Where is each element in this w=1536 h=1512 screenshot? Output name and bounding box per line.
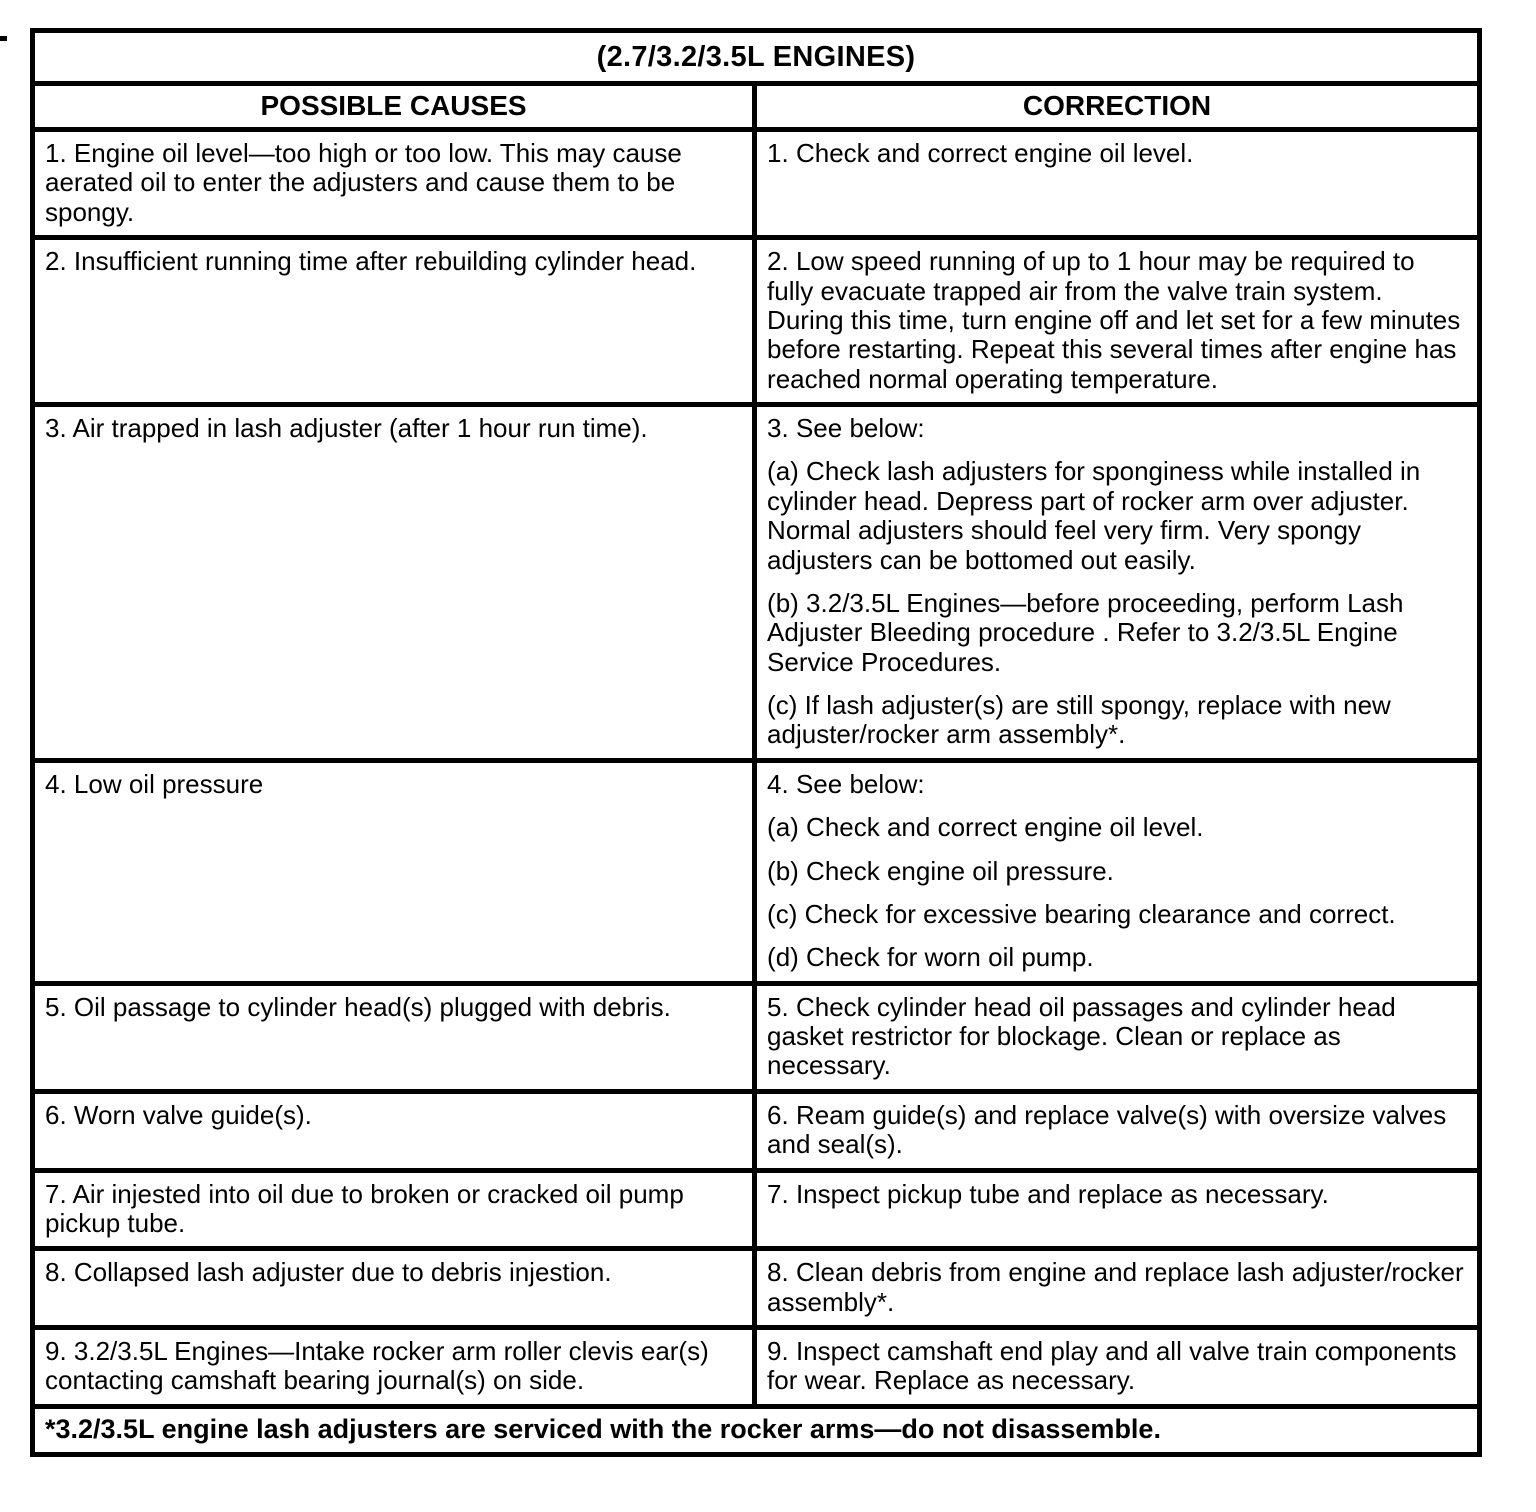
table-row (33, 983, 1480, 1091)
cell-paragraph: 4. See below: (767, 768, 925, 799)
possible-cause-cell (33, 238, 755, 405)
scan-artifact-mark (0, 36, 7, 41)
table-row (33, 1328, 1480, 1407)
possible-cause-cell (33, 1170, 755, 1249)
cell-paragraph: 8. Clean debris from engine and replace lash adjuster/rocker assembly*. (767, 1257, 1464, 1317)
table-footnote: *3.2/3.5L engine lash adjusters are serviced with the rocker arms—do not disassemble. (33, 1406, 1480, 1454)
possible-cause-cell (33, 1249, 755, 1328)
cell-paragraph: 1. Engine oil level—too high or too low. This may cause aerated oil to enter the adjusters and cause them to be spongy. (45, 138, 682, 227)
cell-paragraph: 6. Ream guide(s) and replace valve(s) with oversize valves and seal(s). (767, 1099, 1447, 1160)
correction-cell (755, 1328, 1480, 1407)
cell-paragraph: 7. Air injested into oil due to broken or cracked oil pump pickup tube. (45, 1178, 684, 1238)
cell-paragraph: (a) Check lash adjusters for sponginess while installed in cylinder head. Depress part of rocker arm over adjuster. Normal adjusters should feel very firm. Very spongy adjusters can be bottomed out easily. (767, 456, 1421, 575)
table-row (33, 238, 1480, 405)
possible-cause-cell (33, 405, 755, 761)
correction-cell (755, 1170, 1480, 1249)
possible-cause-cell (33, 1091, 755, 1170)
table-body (33, 130, 1480, 1407)
cell-paragraph: 2. Low speed running of up to 1 hour may be required to fully evacuate trapped air from the valve train system. During this time, turn engine off and let set for a few minutes before restarting. Repeat this several times after engine has reached normal operating temperature. (767, 246, 1461, 394)
possible-cause-cell (33, 1328, 755, 1407)
cell-paragraph: 3. Air trapped in lash adjuster (after 1 hour run time). (45, 413, 648, 443)
correction-cell (755, 238, 1480, 405)
cell-paragraph: 7. Inspect pickup tube and replace as necessary. (767, 1178, 1329, 1209)
cell-paragraph: 5. Check cylinder head oil passages and cylinder head gasket restrictor for blockage. Clean or replace as necessary. (767, 991, 1396, 1081)
table-row (33, 1091, 1480, 1170)
engine-diagnosis-table (30, 28, 1482, 1457)
possible-cause-cell (33, 983, 755, 1091)
possible-cause-cell (33, 130, 755, 238)
possible-cause-cell (33, 760, 755, 983)
cell-paragraph: 8. Collapsed lash adjuster due to debris injestion. (45, 1257, 612, 1288)
cell-paragraph: (d) Check for worn oil pump. (767, 942, 1094, 973)
cell-paragraph: (c) If lash adjuster(s) are still spongy, replace with new adjuster/rocker arm assembly*. (767, 690, 1391, 750)
table-row (33, 760, 1480, 983)
cell-paragraph: 6. Worn valve guide(s). (45, 1099, 312, 1130)
header-row (33, 84, 1480, 130)
cell-paragraph: (b) 3.2/3.5L Engines—before proceeding, perform Lash Adjuster Bleeding procedure . Refer to 3.2/3.5L Engine Service Procedures. (767, 587, 1404, 677)
correction-cell (755, 983, 1480, 1091)
table-title: (2.7/3.2/3.5L ENGINES) (33, 31, 1480, 84)
table-row (33, 1249, 1480, 1328)
correction-cell (755, 1091, 1480, 1170)
column-header-correction: CORRECTION (755, 84, 1480, 130)
cell-paragraph: (a) Check and correct engine oil level. (767, 812, 1204, 843)
cell-paragraph: 5. Oil passage to cylinder head(s) plugged with debris. (45, 991, 671, 1022)
cell-paragraph: 4. Low oil pressure (45, 768, 264, 799)
correction-cell (755, 1249, 1480, 1328)
column-header-possible-causes: POSSIBLE CAUSES (33, 84, 755, 130)
table-row (33, 1170, 1480, 1249)
cell-paragraph: 2. Insufficient running time after rebuilding cylinder head. (45, 246, 697, 277)
cell-paragraph: (c) Check for excessive bearing clearance and correct. (767, 898, 1396, 929)
cell-paragraph: 9. 3.2/3.5L Engines—Intake rocker arm roller clevis ear(s) contacting camshaft bearing journal(s) on side. (45, 1336, 709, 1396)
correction-cell (755, 130, 1480, 238)
footnote-row (33, 1406, 1480, 1454)
title-row (33, 31, 1480, 84)
cell-paragraph: 3. See below: (767, 413, 925, 443)
correction-cell (755, 760, 1480, 983)
cell-paragraph: (b) Check engine oil pressure. (767, 855, 1114, 886)
table-row (33, 130, 1480, 238)
correction-cell (755, 405, 1480, 761)
cell-paragraph: 9. Inspect camshaft end play and all valve train components for wear. Replace as necessary. (767, 1336, 1457, 1396)
cell-paragraph: 1. Check and correct engine oil level. (767, 138, 1194, 168)
table-row (33, 405, 1480, 761)
